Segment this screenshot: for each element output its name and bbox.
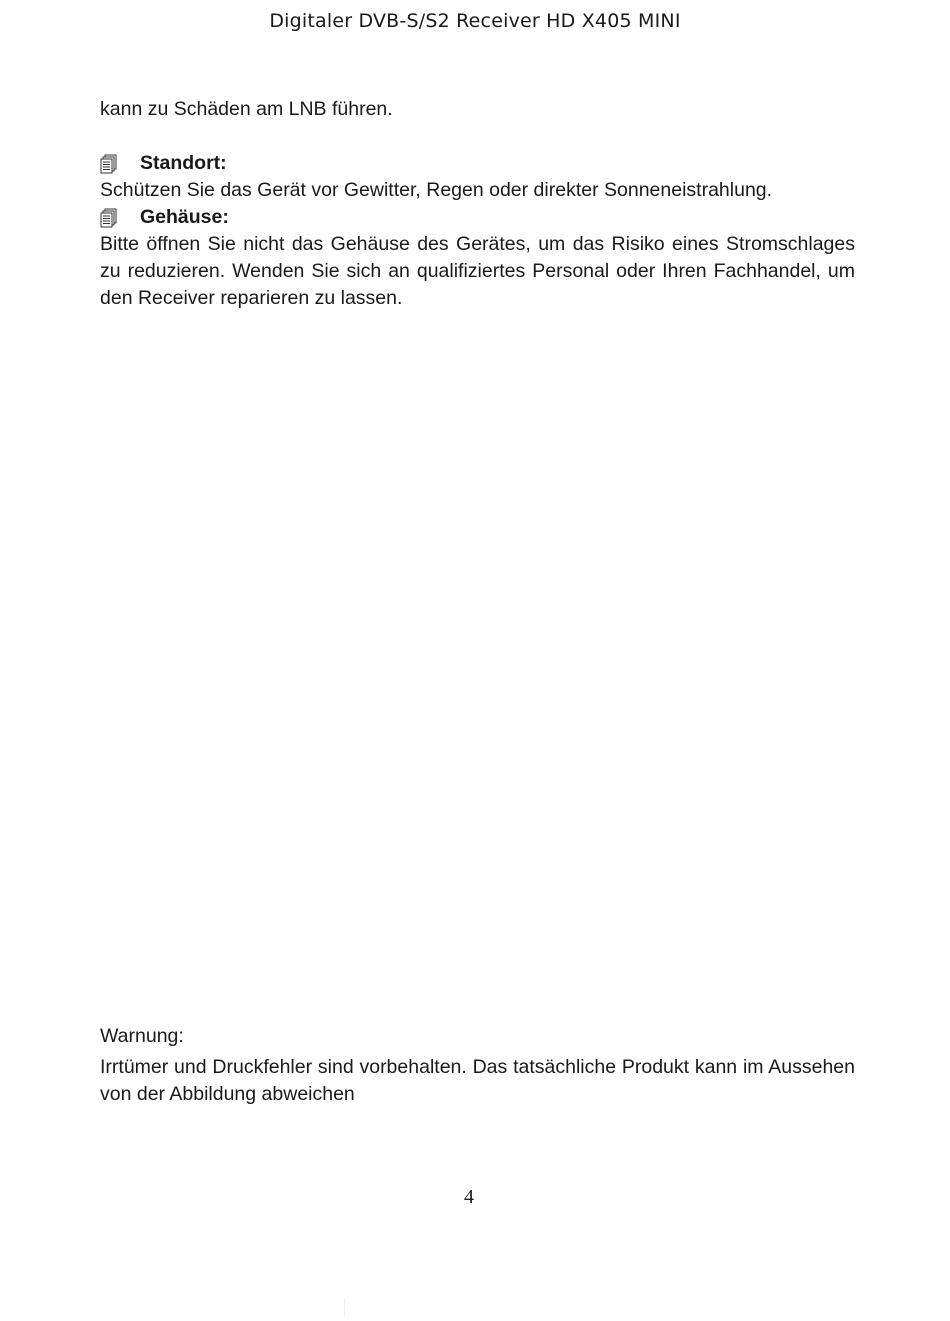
section-heading: Standort: xyxy=(140,152,227,174)
warning-label: Warnung: xyxy=(100,1025,184,1047)
page-number: 4 xyxy=(464,1186,474,1208)
section-heading: Gehäuse: xyxy=(140,206,229,228)
document-stack-icon xyxy=(100,208,118,228)
safety-sections xyxy=(100,150,855,312)
page-header-title: Digitaler DVB-S/S2 Receiver HD X405 MINI xyxy=(269,10,681,32)
section-gehaeuse xyxy=(100,204,855,312)
intro-paragraph: kann zu Schäden am LNB führen. xyxy=(100,98,393,120)
section-heading-row xyxy=(100,204,855,231)
section-standort xyxy=(100,150,855,204)
scan-artifact xyxy=(344,1298,345,1316)
section-text: Bitte öffnen Sie nicht das Gehäuse des Gerätes, um das Risiko eines Stromschlages zu reduzieren. Wenden Sie sich an qualifiziertes Personal oder Ihren Fachhandel, um den Receiver reparieren zu lassen. xyxy=(100,233,855,309)
section-heading-row xyxy=(100,150,855,177)
document-stack-icon xyxy=(100,154,118,174)
warning-text: Irrtümer und Druckfehler sind vorbehalten. Das tatsächliche Produkt kann im Aussehen von der Abbildung abweichen xyxy=(100,1056,855,1105)
section-text: Schützen Sie das Gerät vor Gewitter, Regen oder direkter Sonneneistrahlung. xyxy=(100,179,773,201)
